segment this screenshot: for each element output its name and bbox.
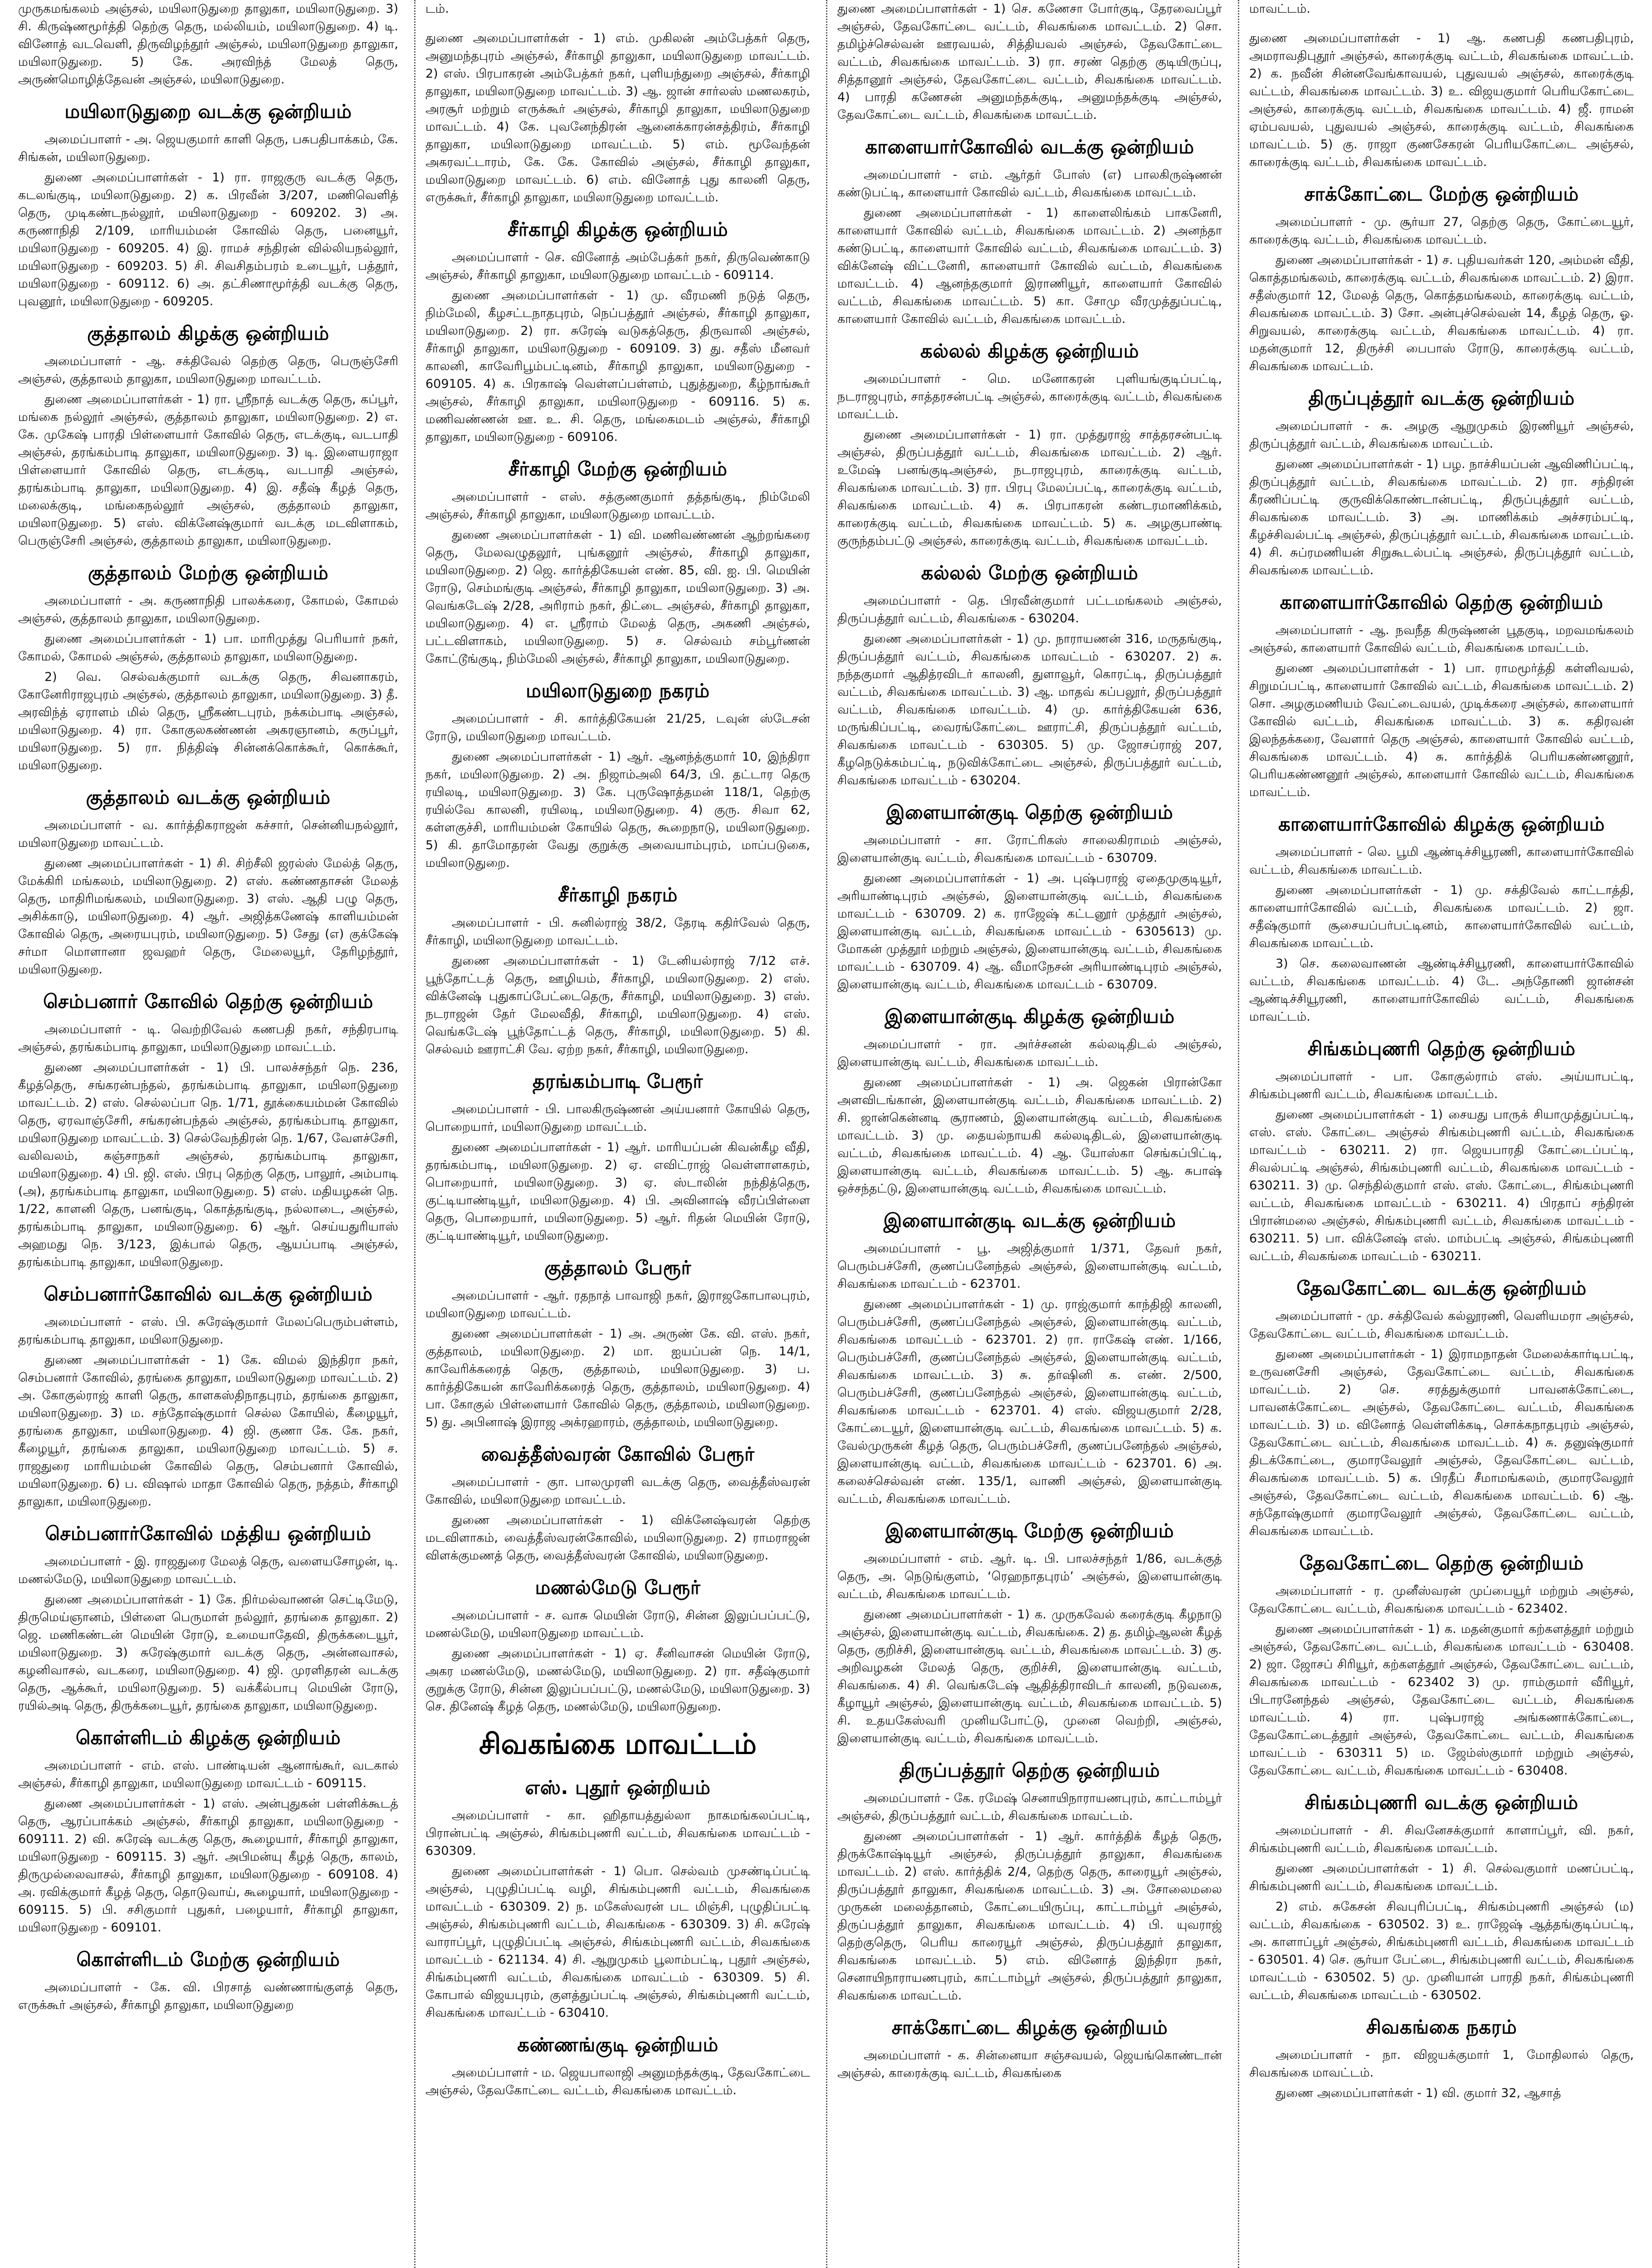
section-heading: சீர்காழி கிழக்கு ஒன்றியம் bbox=[507, 218, 728, 240]
union-section bbox=[18, 1726, 398, 1936]
section-heading: சிங்கம்புணரி தெற்கு ஒன்றியம் bbox=[1307, 1037, 1576, 1060]
union-section bbox=[1249, 813, 1634, 1026]
section-paragraph: துணை அமைப்பாளர்கள் - 1) காளைலிங்கம் பாகனேரி, காளையார் கோவில் வட்டம், சிவகங்கை மாவட்டம். 2) அனந்தா கண்டுபட்டி, காளையார் கோவில் வட்டம், சிவகங்கை மாவட்டம். 3) விக்னேஷ் விட்டனேரி, காளையார் கோவில் வட்டம், சிவகங்கை மாவட்டம். 4) ஆனந்தகுமார் இராணியூர், காளையார் கோவில் வட்டம், சிவகங்கை மாவட்டம். 5) கா. சோமு வீரமுத்துப்பட்டி, காளையார் கோவில் வட்டம், சிவகங்கை மாவட்டம். bbox=[837, 206, 1222, 326]
section-paragraph: துணை அமைப்பாளர்கள் - 1) செ. கணேசா போர்குடி, தேரவைப்பூர் அஞ்சல், தேவகோட்டை வட்டம், சிவகங்கை மாவட்டம். 2) சொ. தமிழ்ச்செல்வன் ஊரவயல், சித்தியவல் அஞ்சல், தேவகோட்டை வட்டம், சிவகங்கை மாவட்டம். 3) ரா. சரண் தெற்கு குடியிருப்பு, சித்தானூர் அஞ்சல், தேவகோட்டை வட்டம், சிவகங்கை மாவட்டம். 4) பாரதி கணேசன் அனுமந்தக்குடி, அனுமந்தக்குடி அஞ்சல், தேவகோட்டை வட்டம், சிவகங்கை மாவட்டம். bbox=[837, 2, 1222, 122]
section-paragraph: அமைப்பாளர் - எம். எஸ். பாண்டியன் ஆனாங்கூர், வடகால் அஞ்சல், சீர்காழி தாலுகா, மயிலாடுதுறை மாவட்டம் - 609115. bbox=[18, 1759, 398, 1790]
union-section bbox=[425, 218, 810, 446]
union-section bbox=[837, 1209, 1222, 1508]
section-paragraph: அமைப்பாளர் - இ. ராஜதுரை மேலத் தெரு, வளையசோழன், டி. மணல்மேடு, மயிலாடுதுறை மாவட்டம். bbox=[18, 1554, 398, 1586]
section-paragraph: அமைப்பாளர் - ஆ. சக்திவேல் தெற்கு தெரு, பெருஞ்சேரி அஞ்சல், குத்தாலம் தாலுகா, மயிலாடுதுறை மாவட்டம். bbox=[18, 354, 398, 386]
section-heading: செம்பனார்கோவில் மத்திய ஒன்றியம் bbox=[45, 1522, 371, 1545]
section-heading: கொள்ளிடம் மேற்கு ஒன்றியம் bbox=[76, 1948, 340, 1970]
section-paragraph: அமைப்பாளர் - சா. ரோட்ரிகஸ் சாலைகிராமம் அஞ்சல், இளையான்குடி வட்டம், சிவகங்கை மாவட்டம் - 630709. bbox=[837, 833, 1222, 865]
section-heading: சாக்கோட்டை மேற்கு ஒன்றியம் bbox=[1304, 183, 1579, 205]
section-paragraph: அமைப்பாளர் - டி. வெற்றிவேல் கணபதி நகர், சந்திரபாடி அஞ்சல், தரங்கம்பாடி தாலுகா, மயிலாடுதுறை மாவட்டம். bbox=[18, 1022, 398, 1054]
section-heading: கொள்ளிடம் கிழக்கு ஒன்றியம் bbox=[75, 1726, 341, 1749]
section-paragraph: துணை அமைப்பாளர்கள் - 1) ச. புதியவர்கள் 120, அம்மன் வீதி, கொத்தமங்கலம், காரைக்குடி வட்டம், சிவகங்கை மாவட்டம். 2) இரா. சதீஸ்குமார் 12, மேலத் தெரு, கொத்தமங்கலம், காரைக்குடி வட்டம், சிவகங்கை மாவட்டம். 3) சோ. அன்புச்செல்வன் 14, கீழத் தெரு, ஓ. சிறுவயல், காரைக்குடி வட்டம், சிவகங்கை மாவட்டம். 4) ரா. மதன்குமார் 12, திருச்சி பைபாஸ் ரோடு, காரைக்குடி வட்டம், சிவகங்கை மாவட்டம். bbox=[1249, 253, 1634, 373]
section-heading: இளையான்குடி மேற்கு ஒன்றியம் bbox=[885, 1520, 1174, 1542]
section-heading: குத்தாலம் கிழக்கு ஒன்றியம் bbox=[87, 322, 329, 344]
section-paragraph: துணை அமைப்பாளர்கள் - 1) வி. மணிவண்ணன் ஆற்றங்கரை தெரு, மேலவழுதலூர், புங்கனூர் அஞ்சல், சீர்காழி தாலுகா, மயிலாடுதுறை. 2) ஜெ. கார்த்திகேயன் எண். 85, வி. ஐ. பி. மெயின் ரோடு, செம்மங்குடி அஞ்சல், சீர்காழி தாலுகா, மயிலாடுதுறை. 3) அ. வெங்கடேஷ் 2/28, அரிராம் நகர், திட்டை அஞ்சல், சீர்காழி தாலுகா, மயிலாடுதுறை. 4) எ. ஸ்ரீராம் மேலத் தெரு, அகணி அஞ்சல், பட்டவிளாகம், மயிலாடுதுறை. 5) ச. செல்வம் சம்பூர்ணன் கோட்டூங்குடி, நிம்மேலி அஞ்சல், சீர்காழி தாலுகா, மயிலாடுதுறை. bbox=[425, 528, 810, 666]
union-section bbox=[18, 1522, 398, 1715]
section-paragraph: அமைப்பாளர் - கா. ஹிதாயத்துல்லா நாகமங்கலப்பட்டி, பிரான்பட்டி அஞ்சல், சிங்கம்புணரி வட்டம், சிவகங்கை மாவட்டம் - 630309. bbox=[425, 1809, 810, 1858]
section-heading: தேவகோட்டை வடக்கு ஒன்றியம் bbox=[1296, 1277, 1587, 1299]
section-heading: கல்லல் கிழக்கு ஒன்றியம் bbox=[920, 340, 1139, 362]
section-paragraph: துணை அமைப்பாளர்கள் - 1) எஸ். அன்புதுகன் பள்ளிக்கூடத் தெரு, ஆரப்பாக்கம் அஞ்சல், சீர்காழி தாலுகா, மயிலாடுதுறை - 609111. 2) வி. சுரேஷ் வடக்கு தெரு, கூழையார், சீர்காழி தாலுகா, மயிலாடுதுறை - 609115. 3) ஆர். அபிமன்யு கீழத் தெரு, காலம், திருமுல்லைவாசல், சீர்காழி தாலுகா, மயிலாடுதுறை - 609108. 4) அ. ரவிக்குமார் கீழத் தெரு, தொடுவாய், கூழையார், மயிலாடுதுறை - 609115. 5) பி. சசிகுமார் புதுகர், பழையார், சீர்காழி தாலுகா, மயிலாடுதுறை - 609101. bbox=[18, 1797, 398, 1935]
union-section bbox=[18, 1283, 398, 1510]
union-section bbox=[425, 1256, 810, 1431]
union-section bbox=[425, 2033, 810, 2099]
section-paragraph: அமைப்பாளர் - அ. ஜெயகுமார் காளி தெரு, பசுபதிபாக்கம், கே. சிங்கன், மயிலாடுதுறை. bbox=[18, 132, 398, 164]
section-heading: கல்லல் மேற்கு ஒன்றியம் bbox=[921, 562, 1139, 584]
section-paragraph: அமைப்பாளர் - வ. கார்த்திகராஜன் கச்சார், சென்னியநல்லூர், மயிலாடுதுறை மாவட்டம். bbox=[18, 818, 398, 850]
column-carryover-text: மாவட்டம். bbox=[1249, 2, 1310, 16]
section-paragraph: அமைப்பாளர் - பி. சுனில்ராஜ் 38/2, தேரடி கதிர்வேல் தெரு, சீர்காழி, மயிலாடுதுறை மாவட்டம். bbox=[425, 916, 810, 948]
section-heading: மணல்மேடு பேரூர் bbox=[535, 1576, 701, 1598]
union-section bbox=[1249, 387, 1634, 579]
union-section bbox=[837, 562, 1222, 789]
union-section bbox=[1249, 1037, 1634, 1265]
union-section bbox=[837, 1759, 1222, 2004]
section-heading: சீர்காழி மேற்கு ஒன்றியம் bbox=[508, 458, 728, 480]
section-paragraph: அமைப்பாளர் - சி. கார்த்திகேயன் 21/25, டவுன் ஸ்டேசன் ரோடு, மயிலாடுதுறை மாவட்டம். bbox=[425, 712, 810, 743]
union-section bbox=[18, 100, 398, 310]
union-section bbox=[425, 1776, 810, 2022]
union-section bbox=[425, 1443, 810, 1564]
union-section bbox=[1249, 1277, 1634, 1540]
section-paragraph: அமைப்பாளர் - நா. விஜயக்குமார் 1, மோதிலால் தெரு, சிவகங்கை மாவட்டம். bbox=[1249, 2048, 1634, 2080]
section-heading: குத்தாலம் பேரூர் bbox=[544, 1256, 691, 1279]
union-section bbox=[837, 2016, 1222, 2082]
column-2 bbox=[414, 0, 810, 2268]
section-paragraph: அமைப்பாளர் - மு. சக்திவேல் கல்லூரணி, வெளியமரா அஞ்சல், தேவகோட்டை வட்டம், சிவகங்கை மாவட்டம். bbox=[1249, 1309, 1634, 1341]
section-heading: காளையார்கோவில் வடக்கு ஒன்றியம் bbox=[865, 136, 1194, 158]
section-paragraph: துணை அமைப்பாளர்கள் - 1) ஏ. சீனிவாசன் மெயின் ரோடு, அகர மணல்மேடு, மணல்மேடு, மயிலாடுதுறை. 2) ரா. சதீஷ்குமார் குறுக்கு ரோடு, சின்ன இலுப்பப்பட்டு, மணல்மேடு, மயிலாடுதுறை. 3) செ. தினேஷ் கீழத் தெரு, மணல்மேடு, மயிலாடுதுறை. bbox=[425, 1647, 810, 1714]
section-paragraph: துணை அமைப்பாளர்கள் - 1) மு. ராஜ்குமார் காந்திஜி காலனி, பெரும்பச்சேரி, குணப்பனேந்தல் அஞ்சல், இளையான்குடி வட்டம், சிவகங்கை மாவட்டம் - 623701. 2) ரா. ராகேஷ் எண். 1/166, பெரும்பச்சேரி, குணப்பனேந்தல் அஞ்சல், இளையான்குடி வட்டம், சிவகங்கை மாவட்டம். 3) சு. தர்ஷினி க. எண். 2/500, பெரும்பச்சேரி, குணப்பனேந்தல் அஞ்சல், இளையான்குடி வட்டம், சிவகங்கை மாவட்டம் - 623701. 4) எஸ். விஜயகுமார் 2/28, கோட்டையூர், இளையான்குடி வட்டம், சிவகங்கை மாவட்டம். 5) க. வேல்முருகன் கீழத் தெரு, பெரும்பச்சேரி, குணப்பனேந்தல் அஞ்சல், இளையான்குடி வட்டம், சிவகங்கை மாவட்டம் - 623701. 6) அ. கலைச்செல்வன் எண். 135/1, வாணி அஞ்சல், இளையான்குடி வட்டம், சிவகங்கை மாவட்டம். bbox=[837, 1297, 1222, 1506]
union-section bbox=[18, 786, 398, 978]
section-paragraph: துணை அமைப்பாளர்கள் - 1) அ. அருண் கே. வி. எஸ். நகர், குத்தாலம், மயிலாடுதுறை. 2) மா. ஐயப்பன் நெ. 14/1, காவேரிக்கரைத் தெரு, குத்தாலம், மயிலாடுதுறை. 3) ப. கார்த்திகேயன் காவேரிக்கரைத் தெரு, குத்தாலம், மயிலாடுதுறை. 4) பா. கோகுல் பிள்ளையார் கோவில் தெரு, குத்தாலம், மயிலாடுதுறை. 5) து. அபினாஷ் இராஜ அக்ரஹாரம், குத்தாலம், மயிலாடுதுறை. bbox=[425, 1327, 810, 1429]
section-paragraph: துணை அமைப்பாளர்கள் - 1) மு. சக்திவேல் காட்டாத்தி, காளையார்கோவில் வட்டம், சிவகங்கை மாவட்டம். 2) ஜா. சதீஷ்குமார் சூசையப்பர்பட்டினம், காளையார்கோவில் வட்டம், சிவகங்கை மாவட்டம். bbox=[1249, 883, 1634, 950]
union-section bbox=[425, 29, 810, 206]
section-heading: செம்பனார்கோவில் வடக்கு ஒன்றியம் bbox=[44, 1283, 373, 1305]
section-paragraph: அமைப்பாளர் - ஆ. நவநீத கிருஷ்ணன் பூதகுடி, மறவமங்கலம் அஞ்சல், காளையார் கோவில் வட்டம், சிவகங்கை மாவட்டம். bbox=[1249, 623, 1634, 655]
section-heading: தேவகோட்டை தெற்கு ஒன்றியம் bbox=[1299, 1552, 1584, 1574]
section-paragraph: துணை அமைப்பாளர்கள் - 1) மு. வீரமணி நடுத் தெரு, நிம்மேலி, கீழசட்டநாதபுரம், நெப்பத்தூர் அஞ்சல், சீர்காழி தாலுகா, மயிலாடுதுறை. 2) ரா. சுரேஷ் வடுகத்தெரு, திருவாலி அஞ்சல், சீர்காழி தாலுகா, மயிலாடுதுறை - 609109. 3) து. சதீஸ் மீனவர் காலனி, காவேரிபூம்பட்டினம், சீர்காழி தாலுகா, மயிலாடுதுறை - 609105. 4) க. பிரகாஷ் வெள்ளப்பள்ளம், புதுத்துறை, கீழ்நாங்கூர் அஞ்சல், சீர்காழி தாலுகா, மயிலாடுதுறை - 609116. 5) க. மணிவண்ணன் ஊ. உ. சி. தெரு, மங்கைமடம் அஞ்சல், சீர்காழி தாலுகா, மயிலாடுதுறை - 609106. bbox=[425, 288, 810, 444]
section-paragraph: துணை அமைப்பாளர்கள் - 1) க. முருகவேல் கரைக்குடி கீழநாடு அஞ்சல், இளையான்குடி வட்டம், சிவகங்கை. 2) த. தமிழ்ஆலன் கீழத் தெரு, குறிச்சி, இளையான்குடி வட்டம், சிவகங்கை மாவட்டம். 3) கு. அறிவழகன் மேலத் தெரு, குறிச்சி, இளையான்குடி வட்டம், சிவகங்கை. 4) சி. வெங்கடேஷ் ஆதித்திராவிடர் காலனி, நடுவகை, கீழாயூர் அஞ்சல், இளையான்குடி வட்டம், சிவகங்கை மாவட்டம். 5) சி. உதயகேஸ்வரி முனியபோட்டு, முனை வெற்றி, அஞ்சல், இளையான்குடி வட்டம், சிவகங்கை மாவட்டம். bbox=[837, 1608, 1222, 1745]
section-paragraph: துணை அமைப்பாளர்கள் - 1) ரா. முத்துராஜ் சாத்தரசன்பட்டி அஞ்சல், திருப்பத்தூர் வட்டம், சிவகங்கை மாவட்டம். 2) ஆர். உமேஷ் பனங்குடிஅஞ்சல், நடராஜபுரம், காரைக்குடி வட்டம், சிவகங்கை மாவட்டம். 3) ரா. பிரபு மேலப்பட்டி, காரைக்குடி வட்டம், சிவகங்கை மாவட்டம். 4) சு. பிரபாகரன் கண்டரமாணிக்கம், காரைக்குடி வட்டம், சிவகங்கை மாவட்டம். 5) க. அழகுபாண்டி குருந்தம்பட்டு அஞ்சல், காரைக்குடி வட்டம், சிவகங்கை மாவட்டம். bbox=[837, 428, 1222, 548]
column-carryover-text: முருகமங்கலம் அஞ்சல், மயிலாடுதுறை தாலுகா, மயிலாடுதுறை. 3) சி. கிருஷ்ணமூர்த்தி தெற்கு தெரு, மல்லியம், மயிலாடுதுறை. 4) டி. வினோத் வடவெளி, திருவிழந்தூர் அஞ்சல், மயிலாடுதுறை தாலுகா, மயிலாடுதுறை. 5) கே. அரவிந்த் மேலத் தெரு, அருண்மொழித்தேவன் அஞ்சல், மயிலாடுதுறை. bbox=[18, 2, 398, 87]
union-section bbox=[425, 1576, 810, 1716]
section-paragraph: அமைப்பாளர் - சி. சிவனேசக்குமார் காளாப்பூர், வி. நகர், சிங்கம்புணரி வட்டம், சிவகங்கை மாவட்டம். bbox=[1249, 1823, 1634, 1855]
section-paragraph: அமைப்பாளர் - லெ. பூமி ஆண்டிச்சியூரணி, காளையார்கோவில் வட்டம், சிவகங்கை மாவட்டம். bbox=[1249, 845, 1634, 877]
section-paragraph: துணை அமைப்பாளர்கள் - 1) க. மதன்குமார் கற்களத்தூர் மற்றும் அஞ்சல், தேவகோட்டை வட்டம், சிவகங்கை மாவட்டம் - 630408. 2) ஜா. ஜோசப் சிரியூர், கற்களத்தூர் அஞ்சல், தேவகோட்டை வட்டம், சிவகங்கை மாவட்டம் - 623402 3) மு. ராம்குமார் வீரியூர், பிடாரனேந்தல் அஞ்சல், தேவகோட்டை வட்டம், சிவகங்கை மாவட்டம். 4) ரா. புஷ்பராஜ் அங்கணாக்கோட்டை, தேவகோட்டைத்தூர் அஞ்சல், தேவகோட்டை வட்டம், சிவகங்கை மாவட்டம் - 630311 5) ம. ஜேம்ஸ்குமார் மற்றும் அஞ்சல், தேவகோட்டை வட்டம், சிவகங்கை மாவட்டம் - 630408. bbox=[1249, 1622, 1634, 1778]
section-heading: எஸ். புதூர் ஒன்றியம் bbox=[525, 1776, 711, 1799]
union-section bbox=[1249, 1791, 1634, 2004]
union-section bbox=[1249, 2016, 1634, 2102]
section-paragraph: துணை அமைப்பாளர்கள் - 1) வி. குமார் 32, ஆசாத் bbox=[1276, 2086, 1561, 2100]
section-heading: கண்ணங்குடி ஒன்றியம் bbox=[517, 2033, 718, 2056]
union-section bbox=[18, 562, 398, 774]
section-paragraph: துணை அமைப்பாளர்கள் - 1) ஆர். மாரியப்பன் கிவன்கீழ வீதி, தரங்கம்பாடி, மயிலாடுதுறை. 2) ஏ. எவிட்ராஜ் வெள்ளாளகரம், பொறையார், மயிலாடுதுறை. 3) ஏ. ஸ்டாலின் நந்தித்தெரு, குட்டியாண்டியூர், மயிலாடுதுறை. 4) பி. அவினாஷ் வீரப்பிள்ளை தெரு, பொறையார், மயிலாடுதுறை. 5) ஆர். ரிதன் மெயின் ரோடு, குட்டியாண்டியூர், மயிலாடுதுறை. bbox=[425, 1140, 810, 1243]
section-heading: இளையான்குடி தெற்கு ஒன்றியம் bbox=[886, 801, 1173, 823]
section-paragraph: துணை அமைப்பாளர்கள் - 1) பி. பாலச்சந்தர் நெ. 236, கீழத்தெரு, சங்கரன்பந்தல், தரங்கம்பாடி தாலுகா, மயிலாடுதுறை மாவட்டம். 2) எஸ். செல்லப்பா நெ. 1/71, தூக்கையம்மன் கோவில் தெரு, ஏரவாஞ்சேரி, சங்கரன்பந்தல் அஞ்சல், தரங்கம்பாடி தாலுகா, மயிலாடுதுறை மாவட்டம். 3) செல்வேந்திரன் நெ. 1/67, வேளச்சேரி, வலிவலம், கஞ்சாநகர் அஞ்சல், தரங்கம்பாடி தாலுகா, மயிலாடுதுறை. 4) பி. ஜி. எஸ். பிரபு தெற்கு தெரு, பாலூர், அம்பாடி (அ), தரங்கம்பாடி தாலுகா, மயிலாடுதுறை. 5) எஸ். மதியழகன் நெ. 1/22, காளனி தெரு, பனங்குடி, கொத்தங்குடி, நல்லாடை, அஞ்சல், தரங்கம்பாடி தாலுகா, மயிலாடுதுறை. 6) ஆர். செய்யதுரியாஸ் அஹமது நெ. 3/123, இக்பால் தெரு, ஆயப்பாடி அஞ்சல், தரங்கம்பாடி தாலுகா, மயிலாடுதுறை. bbox=[18, 1061, 398, 1269]
union-section bbox=[18, 990, 398, 1271]
section-paragraph: துணை அமைப்பாளர்கள் - 1) கே. நிர்மல்வாணன் செட்டிமேடு, திருமெய்ஞானம், பிள்ளை பெருமாள் நல்லூர், தரங்கை தாலுகா. 2) ஜெ. மணிகண்டன் மெயின் ரோடு, உமையாதேவி, திருக்கடையூர், மயிலாடுதுறை. 3) சுரேஷ்குமார் வடக்கு தெரு, அன்னவாசல், கழனிவாசல், வடகரை, மயிலாடுதுறை. 4) ஜி. முரளிதரன் வடக்கு தெரு, ஆக்கூர், மயிலாடுதுறை. 5) வக்கீல்பாபு மெயின் ரோடு, ரயில்அடி தெரு, திருக்கடையூர், தரங்கை தாலுகா, மயிலாடுதுறை. bbox=[18, 1593, 398, 1713]
district-heading: சிவகங்கை மாவட்டம் bbox=[479, 1727, 757, 1760]
section-paragraph: துணை அமைப்பாளர்கள் - 1) ஆ. கணபதி கணபதிபுரம், அமராவதிபுதூர் அஞ்சல், காரைக்குடி வட்டம், சிவகங்கை மாவட்டம். 2) க. நவீன் சின்னவேங்காவயல், புதுவயல் அஞ்சல், காரைக்குடி வட்டம், சிவகங்கை மாவட்டம். 3) உ. விஜயகுமார் பெரியகோட்டை அஞ்சல், காரைக்குடி வட்டம், சிவகங்கை மாவட்டம். 4) ஜீ. ராமன் ஏம்பவயல், புதுவயல் அஞ்சல், காரைக்குடி வட்டம், சிவகங்கை மாவட்டம். 5) கு. ராஜா குணசேகரன் பெரியகோட்டை அஞ்சல், காரைக்குடி வட்டம், சிவகங்கை மாவட்டம். bbox=[1249, 31, 1634, 169]
section-paragraph: துணை அமைப்பாளர்கள் - 1) பழ. நாச்சியப்பன் ஆவிணிப்பட்டி, திருப்புத்தூர் வட்டம், சிவகங்கை மாவட்டம். 2) ரா. சந்திரன் கீரணிப்பட்டி குருவிக்கொண்டான்பட்டி, திருப்புத்தூர் வட்டம், சிவகங்கை மாவட்டம். 3) அ. மாணிக்கம் அச்சரம்பட்டி, கீழச்சிவல்பட்டி அஞ்சல், திருப்புத்தூர் வட்டம், சிவகங்கை மாவட்டம். 4) சி. சுப்ரமணியன் சிறுகூடல்பட்டி அஞ்சல், திருப்புத்தூர் வட்டம், சிவகங்கை மாவட்டம். bbox=[1249, 457, 1634, 577]
section-paragraph: அமைப்பாளர் - பி. பாலகிருஷ்ணன் அய்யனார் கோயில் தெரு, பொறையார், மயிலாடுதுறை மாவட்டம். bbox=[425, 1102, 810, 1134]
section-paragraph: துணை அமைப்பாளர்கள் - 1) டேனியல்ராஜ் 7/12 எச். பூந்தோட்டத் தெரு, ஊழியம், சீர்காழி, மயிலாடுதுறை. 2) எஸ். விக்னேஷ் புதுகாப்பேட்டைதெரு, சீர்காழி, மயிலாடுதுறை. 3) எஸ். நடராஜன் தேர் மேலவீதி, சீர்காழி, மயிலாடுதுறை. 4) எஸ். வெங்கடேஷ் பூந்தோட்டத் தெரு, சீர்காழி, மயிலாடுதுறை. 5) கி. செல்வம் ஊராட்சி வே. ஏற்ற நகர், சீர்காழி, மயிலாடுதுறை. bbox=[425, 954, 810, 1056]
section-paragraph: துணை அமைப்பாளர்கள் - 1) பொ. செல்வம் முசண்டிப்பட்டி அஞ்சல், புழுதிப்பட்டி வழி, சிங்கம்புணரி வட்டம், சிவகங்கை மாவட்டம் - 630309. 2) ந. மகேஸ்வரன் பட மிஞ்சி, புழுதிப்பட்டி அஞ்சல், சிங்கம்புணரி வட்டம், சிவகங்கை - 630309. 3) சி. சுரேஷ் வாராப்பூர், புழுதிப்பட்டி அஞ்சல், சிங்கம்புணரி வட்டம், சிவகங்கை மாவட்டம் - 621134. 4) சி. ஆறுமுகம் பூலாம்பட்டி, புதூர் அஞ்சல், சிங்கம்புணரி வட்டம், சிவகங்கை மாவட்டம் - 630309. 5) சி. கோபால் விஜயபுரம், குளத்துப்பட்டி அஞ்சல், சிங்கம்புணரி வட்டம், சிவகங்கை மாவட்டம் - 630410. bbox=[425, 1864, 810, 2020]
section-paragraph: அமைப்பாளர் - ம. ஜெயபாலாஜி அனுமந்தக்குடி, தேவகோட்டை அஞ்சல், தேவகோட்டை வட்டம், சிவகங்கை மாவட்டம். bbox=[425, 2066, 810, 2097]
section-paragraph: அமைப்பாளர் - குா. பாலமுரளி வடக்கு தெரு, வைத்தீஸ்வரன் கோவில், மயிலாடுதுறை மாவட்டம். bbox=[425, 1475, 810, 1507]
section-paragraph: துணை அமைப்பாளர்கள் - 1) ஆர். கார்த்திக் கீழத் தெரு, திருக்கோஷ்டியூர் அஞ்சல், திருப்பத்தூர் தாலுகா, சிவகங்கை மாவட்டம். 2) எஸ். கார்த்திக் 2/4, தெற்கு தெரு, காரையூர் அஞ்சல், திருப்பத்தூர் தாலுகா, சிவகங்கை மாவட்டம். 3) அ. சோலைமலை முருகன் மலைத்தானம், கோட்டையிருப்பு, காட்டாம்பூர் அஞ்சல், திருப்பத்தூர் தாலுகா, சிவகங்கை மாவட்டம். 4) பி. யுவராஜ் தெற்குதெரு, பெரிய காரையூர் அஞ்சல், திருப்பத்தூர் தாலுகா, சிவகங்கை மாவட்டம். 5) எம். வினோத் இந்திரா நகர், செனாயிநாராயணபுரம், காட்டாம்பூர் அஞ்சல், திருப்பத்தூர் தாலுகா, சிவகங்கை மாவட்டம். bbox=[837, 1829, 1222, 2003]
section-heading: சிங்கம்புணரி வடக்கு ஒன்றியம் bbox=[1305, 1791, 1579, 1813]
section-paragraph: அமைப்பாளர் - க. சின்னையா சஞ்சவயல், ஜெயங்கொண்டான் அஞ்சல், காரைக்குடி வட்டம், சிவகங்கை bbox=[837, 2048, 1222, 2080]
column-1 bbox=[18, 0, 398, 2268]
section-paragraph: அமைப்பாளர் - அ. கருணாநிதி பாலக்கரை, கோமல், கோமல் அஞ்சல், குத்தாலம் தாலுகா, மயிலாடுதுறை. bbox=[18, 594, 398, 626]
section-paragraph: அமைப்பாளர் - எம். ஆர்தர் போஸ் (எ) பாலகிருஷ்ணன் கண்டுபட்டி, காளையார் கோவில் வட்டம், சிவகங்கை மாவட்டம். bbox=[837, 168, 1222, 200]
section-paragraph: அமைப்பாளர் - சு. அழகு ஆறுமுகம் இரணியூர் அஞ்சல், திருப்புத்தூர் வட்டம், சிவகங்கை மாவட்டம். bbox=[1249, 419, 1634, 451]
section-paragraph: துணை அமைப்பாளர்கள் - 1) இராமநாதன் மேலைக்கார்டிபட்டி, உருவனசேரி அஞ்சல், தேவகோட்டை வட்டம், சிவகங்கை மாவட்டம். 2) செ. சரத்துக்குமார் பாவனக்கோட்டை, பாவனக்கோட்டை அஞ்சல், தேவகோட்டை வட்டம், சிவகங்கை மாவட்டம். 3) ம. வினோத் வெள்ளிக்கடி, சொக்கநாதபுரம் அஞ்சல், தேவகோட்டை வட்டம், சிவகங்கை மாவட்டம். 4) சு. தனுஷ்குமார் திடக்கோட்டை, குமாரவேலூர் அஞ்சல், தேவகோட்டை வட்டம், சிவகங்கை மாவட்டம். 5) க. பிரதீப் சீமாமங்கலம், குமாரவேலூர் அஞ்சல், தேவகோட்டை வட்டம், சிவகங்கை மாவட்டம். 6) ஆ. சந்தோஷ்குமார் குமாரவேலூர் அஞ்சல், தேவகோட்டை வட்டம், சிவகங்கை மாவட்டம். bbox=[1249, 1347, 1634, 1538]
section-paragraph: அமைப்பாளர் - ஆர். ரதநாத் பாவாஜி நகர், இராஜகோபாலபுரம், மயிலாடுதுறை மாவட்டம். bbox=[425, 1289, 810, 1320]
section-paragraph: துணை அமைப்பாளர்கள் - 1) ரா. ஸ்ரீநாத் வடக்கு தெரு, கப்பூர், மங்கை நல்லூர் அஞ்சல், குத்தாலம் தாலுகா, மயிலாடுதுறை. 2) எ. கே. முகேஷ் பாரதி பிள்ளையார் கோவில் தெரு, எடக்குடி, வடபாதி அஞ்சல், தரங்கம்பாடி தாலுகா, மயிலாடுதுறை. 3) டி. இளையராஜா பிள்ளையார் கோவில் தெரு, எடக்குடி, வடபாதி அஞ்சல், தரங்கம்பாடி தாலுகா, மயிலாடுதுறை. 4) இ. சதீஷ் கீழத் தெரு, மலைக்குடி, மங்கைநல்லூர் அஞ்சல், குத்தாலம் தாலுகா, மயிலாடுதுறை. 5) எஸ். விக்னேஷ்குமார் வடக்கு மடவிளாகம், பெருஞ்சேரி அஞ்சல், குத்தாலம் தாலுகா, மயிலாடுதுறை. bbox=[18, 392, 398, 548]
section-paragraph: துணை அமைப்பாளர்கள் - 1) பா. ராமமூர்த்தி கள்ளிவயல், சிறுமப்பட்டி, காளையார் கோவில் வட்டம், சிவகங்கை மாவட்டம். 2) சொ. அழகுமணியம் வேட்டைவயல், முடிக்கரை அஞ்சல், காளையார் கோவில் வட்டம், சிவகங்கை மாவட்டம். 3) க. கதிரவன் இலந்தக்கரை, வேளார் தெரு அஞ்சல், காளையார் கோவில் வட்டம், சிவகங்கை மாவட்டம். 4) சு. கார்த்திக் பெரியகண்ணனூர், பெரியகண்ணனூர் அஞ்சல், காளையார் கோவில் வட்டம், சிவகங்கை மாவட்டம். bbox=[1249, 661, 1634, 799]
section-heading: மயிலாடுதுறை நகரம் bbox=[526, 679, 710, 702]
section-heading: காளையார்கோவில் தெற்கு ஒன்றியம் bbox=[1280, 591, 1603, 613]
section-heading: இளையான்குடி கிழக்கு ஒன்றியம் bbox=[885, 1005, 1175, 1027]
union-section bbox=[425, 458, 810, 668]
union-section bbox=[1249, 1552, 1634, 1779]
section-paragraph: துணை அமைப்பாளர்கள் - 1) எம். முகிலன் அம்பேத்கர் தெரு, அனுமந்தபுரம் அஞ்சல், சீர்காழி தாலுகா, மயிலாடுதுறை மாவட்டம். 2) எஸ். பிரபாகரன் அம்பேத்கர் நகர், புளியந்துறை அஞ்சல், சீர்காழி தாலுகா, மயிலாடுதுறை மாவட்டம். 3) ஆ. ஜான் சார்லஸ் மணலகரம், அரசூர் மற்றும் எருக்கூர் அஞ்சல், சீர்காழி தாலுகா, மயிலாடுதுறை மாவட்டம். 4) கே. புவனேந்திரன் ஆனைக்காரன்சத்திரம், சீர்காழி தாலுகா, மயிலாடுதுறை மாவட்டம். 5) எம். மூவேந்தன் அகரவட்டாரம், கே. கே. கோவில் அஞ்சல், சீர்காழி தாலுகா, மயிலாடுதுறை மாவட்டம். 6) எம். வினோத் புது காலனி தெரு, எருக்கூர், சீர்காழி தாலுகா, மயிலாடுதுறை மாவட்டம். bbox=[425, 31, 810, 205]
section-paragraph: துணை அமைப்பாளர்கள் - 1) கே. விமல் இந்திரா நகர், செம்பனார் கோவில், தரங்கை தாலுகா, மயிலாடுதுறை மாவட்டம். 2) அ. கோகுல்ராஜ் காளி தெரு, காளகஸ்திநாதபுரம், தரங்கை தாலுகா, மயிலாடுதுறை. 3) ம. சந்தோஷ்குமார் செல்ல கோயில், கீழையூர், தரங்கை தாலுகா, மயிலாடுதுறை. 4) ஜி. குணா கே. கே. நகர், கீழையூர், தரங்கை தாலுகா, மயிலாடுதுறை மாவட்டம். 5) ச. ராஜதுரை மாரியம்மன் கோவில் தெரு, செம்பனார் கோவில், மயிலாடுதுறை. 6) ப. விஷால் மாதா கோவில் தெரு, நத்தம், சீர்காழி தாலுகா, மயிலாடுதுறை. bbox=[18, 1353, 398, 1509]
section-paragraph: அமைப்பாளர் - மு. சூர்யா 27, தெற்கு தெரு, கோட்டையூர், காரைக்குடி வட்டம், சிவகங்கை மாவட்டம். bbox=[1249, 215, 1634, 247]
union-section bbox=[425, 679, 810, 872]
section-heading: குத்தாலம் வடக்கு ஒன்றியம் bbox=[86, 786, 331, 808]
section-paragraph: அமைப்பாளர் - கே. வி. பிரசாத் வண்ணாங்குளத் தெரு, எருக்கூர் அஞ்சல், சீர்காழி தாலுகா, மயிலாடுதுறை bbox=[18, 1980, 398, 2012]
union-section bbox=[1249, 183, 1634, 375]
union-section bbox=[837, 136, 1222, 328]
section-paragraph: துணை அமைப்பாளர்கள் - 1) அ. ஜெகன் பிரான்கோ அளவிடங்கான், இளையான்குடி வட்டம், சிவகங்கை மாவட்டம். 2) சி. ஜான்கென்னடி சூராணம், இளையான்குடி வட்டம், சிவகங்கை மாவட்டம். 3) மு. தையல்நாயகி கல்லடிதிடல், இளையான்குடி வட்டம், சிவகங்கை மாவட்டம். 4) ஆ. யோஸ்கா செங்கப்பிட்டி, இளையான்குடி வட்டம், சிவகங்கை மாவட்டம். 5) ஆ. சுபாஷ் ஒச்சந்தட்டு, இளையான்குடி வட்டம், சிவகங்கை மாவட்டம். bbox=[837, 1075, 1222, 1196]
section-heading: குத்தாலம் மேற்கு ஒன்றியம் bbox=[88, 562, 329, 584]
column-3 bbox=[826, 0, 1222, 2268]
section-heading: சிவகங்கை நகரம் bbox=[1366, 2016, 1517, 2038]
union-section bbox=[18, 1948, 398, 2014]
section-paragraph: அமைப்பாளர் - செ. வினோத் அம்பேத்கர் நகர், திருவெண்காடு அஞ்சல், சீர்காழி தாலுகா, மயிலாடுதுறை மாவட்டம் - 609114. bbox=[425, 250, 810, 282]
section-paragraph: அமைப்பாளர் - பூ. அஜித்குமார் 1/371, தேவர் நகர், பெரும்பச்சேரி, குணப்பனேந்தல் அஞ்சல், இளையான்குடி வட்டம், சிவகங்கை மாவட்டம் - 623701. bbox=[837, 1242, 1222, 1291]
section-paragraph: அமைப்பாளர் - ரா. அர்ச்சனன் கல்லடிதிடல் அஞ்சல், இளையான்குடி வட்டம், சிவகங்கை மாவட்டம். bbox=[837, 1037, 1222, 1069]
union-section bbox=[1249, 29, 1634, 171]
section-heading: திருப்பத்தூர் தெற்கு ஒன்றியம் bbox=[899, 1759, 1160, 1781]
section-paragraph: துணை அமைப்பாளர்கள் - 1) விக்னேஷ்வரன் தெற்கு மடவிளாகம், வைத்தீஸ்வரன்கோவில், மயிலாடுதுறை. 2) ராமராஜன் விளக்குமணத் தெரு, வைத்தீஸ்வரன் கோவில், மயிலாடுதுறை. bbox=[425, 1513, 810, 1563]
section-heading: வைத்தீஸ்வரன் கோவில் பேரூர் bbox=[481, 1443, 755, 1465]
section-heading: செம்பனார் கோவில் தெற்கு ஒன்றியம் bbox=[43, 990, 373, 1012]
section-heading: இளையான்குடி வடக்கு ஒன்றியம் bbox=[883, 1209, 1176, 1232]
column-4 bbox=[1238, 0, 1634, 2268]
union-section bbox=[837, 340, 1222, 550]
section-paragraph: துணை அமைப்பாளர்கள் - 1) மு. நாராயணன் 316, மருதங்குடி, திருப்பத்தூர் வட்டம், சிவகங்கை மாவட்டம் - 630207. 2) சு. நந்தகுமார் ஆதித்ரவிடர் காலனி, துளாவூர், கொரட்டி, திருப்பத்தூர் வட்டம், சிவகங்கை மாவட்டம். 3) ஆ. மாதவ் கப்பலூர், திருப்பத்தூர் வட்டம், சிவகங்கை மாவட்டம். 4) மு. கார்த்திகேயன் 636, மருங்கிப்பட்டி, வைரங்கோட்டை ஊராட்சி, திருப்பத்தூர் வட்டம், சிவகங்கை மாவட்டம் - 630305. 5) மு. ஜோசப்ராஜ் 207, கீழநெடுக்கம்பட்டி, நடுவிக்கோட்டை அஞ்சல், திருப்பத்தூர் வட்டம், சிவகங்கை மாவட்டம் - 630204. bbox=[837, 632, 1222, 787]
section-paragraph: துணை அமைப்பாளர்கள் - 1) சி. செல்வகுமார் மணப்பட்டி, சிங்கம்புணரி வட்டம், சிவகங்கை மாவட்டம். bbox=[1249, 1862, 1634, 1893]
section-paragraph: அமைப்பாளர் - எஸ். சத்குணகுமார் தத்தங்குடி, நிம்மேலி அஞ்சல், சீர்காழி தாலுகா, மயிலாடுதுறை மாவட்டம். bbox=[425, 490, 810, 522]
column-carryover-text: டம். bbox=[425, 2, 449, 16]
section-paragraph: அமைப்பாளர் - மெ. மனோகரன் புளியங்குடிப்பட்டி, நடராஜபுரம், சாத்தரசன்பட்டி அஞ்சல், காரைக்குடி வட்டம், சிவகங்கை மாவட்டம். bbox=[837, 372, 1222, 421]
section-paragraph: துணை அமைப்பாளர்கள் - 1) சி. சிற்சீலி ஜரல்ஸ் மேல்த் தெரு, மேக்கிரி மங்கலம், மயிலாடுதுறை. 2) எஸ். கண்ணதாசன் மேலத் தெரு, மாதிரிமங்கலம், மயிலாடுதுறை. 3) எஸ். ஆதி பழு தெரு, அசிக்காடு, மயிலாடுதுறை. 4) ஆர். அஜித்கணேஷ் காளியம்மன் கோவில் தெரு, அரையபுரம், மயிலாடுதுறை. 5) சேது (எ) குக்கேஷ் சர்மா மொளானா ஜவஹர் தெரு, மேலையூர், தேரிழந்தூர், மயிலாடுதுறை. bbox=[18, 856, 398, 977]
section-paragraph: அமைப்பாளர் - கே. ரமேஷ் செனாயிநாராயணபுரம், காட்டாம்பூர் அஞ்சல், திருப்பத்தூர் வட்டம், சிவகங்கை மாவட்டம். bbox=[837, 1791, 1222, 1823]
union-section bbox=[837, 801, 1222, 993]
section-paragraph: 3) செ. கலைவாணன் ஆண்டிச்சியூரணி, காளையார்கோவில் வட்டம், சிவகங்கை மாவட்டம். 4) டே. அந்தோணி ஜான்சன் ஆண்டிச்சியூரணி, காளையார்கோவில் வட்டம், சிவகங்கை மாவட்டம். bbox=[1249, 957, 1634, 1024]
section-heading: தரங்கம்பாடி பேரூர் bbox=[533, 1070, 703, 1092]
union-section bbox=[837, 1520, 1222, 1747]
union-section bbox=[18, 322, 398, 550]
section-paragraph: அமைப்பாளர் - எம். ஆர். டி. பி. பாலச்சந்தர் 1/86, வடக்குத் தெரு, அ. நெடுங்குளம், ‘ரெஹநாதபுரம்’ அஞ்சல், இளையான்குடி வட்டம், சிவகங்கை மாவட்டம். bbox=[837, 1552, 1222, 1601]
section-heading: காளையார்கோவில் கிழக்கு ஒன்றியம் bbox=[1278, 813, 1605, 835]
section-paragraph: துணை அமைப்பாளர்கள் - 1) ரா. ராஜகுரு வடக்கு தெரு, கடலங்குடி, மயிலாடுதுறை. 2) க. பிரவீன் 3/207, மணிவெளித் தெரு, முடிகண்டநல்லூர், மயிலாடுதுறை - 609202. 3) அ. கருணாநிதி 2/109, மாரியம்மன் கோவில் தெரு, பனையூர், மயிலாடுதுறை - 609205. 4) இ. ராமச் சந்திரன் வில்லியநல்லூர், மயிலாடுதுறை - 609203. 5) சி. சிவசிதம்பரம் உடையூர், பத்தூர், மயிலாடுதுறை - 609112. 6) அ. தட்சிணாமூர்த்தி வடக்கு தெரு, புவனூர், மயிலாடுதுறை - 609205. bbox=[18, 171, 398, 308]
section-paragraph: துணை அமைப்பாளர்கள் - 1) பா. மாரிமுத்து பெரியார் நகர், கோமல், கோமல் அஞ்சல், குத்தாலம் தாலுகா, மயிலாடுதுறை. bbox=[18, 632, 398, 664]
union-section bbox=[837, 1005, 1222, 1198]
section-heading: மயிலாடுதுறை வடக்கு ஒன்றியம் bbox=[64, 100, 352, 122]
section-paragraph: அமைப்பாளர் - எஸ். பி. சுரேஷ்குமார் மேலப்பெரும்பள்ளம், தரங்கம்பாடி தாலுகா, மயிலாடுதுறை. bbox=[18, 1315, 398, 1347]
section-paragraph: அமைப்பாளர் - தெ. பிரவீன்குமார் பட்டமங்கலம் அஞ்சல், திருப்பத்தூர் வட்டம், சிவகங்கை - 630204. bbox=[837, 594, 1222, 626]
union-section bbox=[1249, 591, 1634, 801]
section-paragraph: துணை அமைப்பாளர்கள் - 1) ஆர். ஆனந்த்குமார் 10, இந்திரா நகர், மயிலாடுதுறை. 2) அ. நிஜாம்அலி 64/3, பி. தட்டார தெரு ரயிலடி, மயிலாடுதுறை. 3) கே. புருஷோத்தமன் 118/1, தெற்கு ரயில்வே காலனி, ரயிலடி, மயிலாடுதுறை. 4) குரு. சிவா 62, கள்ளகுச்சி, மாரியம்மன் கோயில் தெரு, கூறைநாடு, மயிலாடுதுறை. 5) கி. தாமோதரன் வேது குறுக்கு அவையாம்புரம், மாப்படுகை, மயிலாடுதுறை. bbox=[425, 750, 810, 870]
section-paragraph: துணை அமைப்பாளர்கள் - 1) அ. புஷ்பராஜ் ஏதைமுகுடியூர், அரியாண்டிபுரம் அஞ்சல், இளையான்குடி வட்டம், சிவகங்கை மாவட்டம் - 630709. 2) க. ராஜேஷ் கட்டனூர் முத்தூர் அஞ்சல், இளையான்குடி வட்டம், சிவகங்கை மாவட்டம் - 6305613) மு. மோகன் முத்தூர் மற்றும் அஞ்சல், இளையான்குடி வட்டம், சிவகங்கை மாவட்டம் - 630709. 4) ஆ. வீமாநேசன் அரியாண்டிபுரம் அஞ்சல், இளையான்குடி வட்டம், சிவகங்கை மாவட்டம் - 630709. bbox=[837, 871, 1222, 992]
union-section bbox=[425, 1070, 810, 1245]
union-section bbox=[425, 884, 810, 1058]
section-paragraph: அமைப்பாளர் - ச. வாசு மெயின் ரோடு, சின்ன இலுப்பப்பட்டு, மணல்மேடு, மயிலாடுதுறை மாவட்டம். bbox=[425, 1608, 810, 1640]
section-paragraph: 2) வெ. செல்வக்குமார் வடக்கு தெரு, சிவனாகரம், கோனேரிராஜபுரம் அஞ்சல், குத்தாலம் தாலுகா, மயிலாடுதுறை. 3) தீ. அரவிந்த் ஏராளம் மில் தெரு, ஸ்ரீகண்டபுரம், நக்கம்பாடி அஞ்சல், மயிலாடுதுறை. 4) ரா. கோகுலகண்ணன் அகரஞானம், கருப்பூர், மயிலாடுதுறை. 5) ரா. நித்திஷ் சின்னக்கொக்கூர், கொக்கூர், மயிலாடுதுறை. bbox=[18, 670, 398, 772]
section-heading: சீர்காழி நகரம் bbox=[558, 884, 678, 906]
union-section bbox=[837, 0, 1222, 124]
section-heading: திருப்புத்தூர் வடக்கு ஒன்றியம் bbox=[1308, 387, 1575, 409]
section-paragraph: அமைப்பாளர் - பா. கோகுல்ராம் எஸ். அய்யாபட்டி, சிங்கம்புணரி வட்டம், சிவகங்கை மாவட்டம். bbox=[1249, 1070, 1634, 1101]
section-paragraph: 2) எம். சுகேசன் சிவபுரிப்பட்டி, சிங்கம்புணரி அஞ்சல் (ம) வட்டம், சிவகங்கை - 630502. 3) உ. ராஜேஷ் ஆத்தங்குடிப்பட்டி, அ. காளாப்பூர் அஞ்சல், சிங்கம்புணரி வட்டம், சிவகங்கை மாவட்டம் - 630501. 4) செ. சூர்யா பேட்டை, சிங்கம்புணரி வட்டம், சிவகங்கை மாவட்டம் - 630502. 5) மு. முனியான் பாரதி நகர், சிங்கம்புணரி வட்டம், சிவகங்கை மாவட்டம் - 630502. bbox=[1249, 1900, 1634, 2002]
section-paragraph: அமைப்பாளர் - ர. முனீஸ்வரன் முப்பையூர் மற்றும் அஞ்சல், தேவகோட்டை வட்டம், சிவகங்கை மாவட்டம் - 623402. bbox=[1249, 1584, 1634, 1616]
section-paragraph: துணை அமைப்பாளர்கள் - 1) சையது பாருக் சியாமுத்துப்பட்டி, எஸ். எஸ். கோட்டை அஞ்சல் சிங்கம்புணரி வட்டம், சிவகங்கை மாவட்டம் - 630211. 2) ரா. ஜெயபாரதி கோட்டைப்பட்டி, சிவல்பட்டி அஞ்சல், சிங்கம்புணரி வட்டம், சிவகங்கை மாவட்டம் - 630211. 3) மு. செந்தில்குமார் எஸ். எஸ். கோட்டை, சிங்கம்புணரி வட்டம், சிவகங்கை மாவட்டம் - 630211. 4) பிரதாப் சந்திரன் பிரான்மலை அஞ்சல், சிங்கம்புணரி வட்டம், சிவகங்கை மாவட்டம் - 630211. 5) பா. விக்னேஷ் எஸ். மாம்பட்டி அஞ்சல், சிங்கம்புணரி வட்டம், சிவகங்கை மாவட்டம் - 630211. bbox=[1249, 1108, 1634, 1263]
section-heading: சாக்கோட்டை கிழக்கு ஒன்றியம் bbox=[891, 2016, 1168, 2038]
